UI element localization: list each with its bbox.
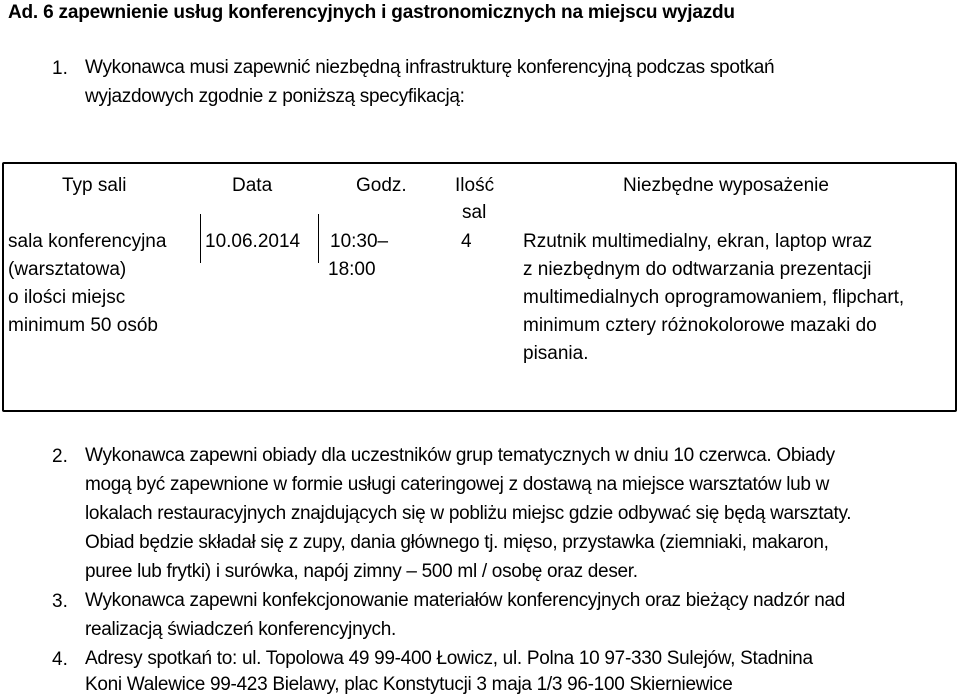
equipment-line-2: z niezbędnym do odtwarzania prezentacji xyxy=(523,259,872,280)
header-room-type: Typ sali xyxy=(62,175,127,196)
hours-value-line-1: 10:30– xyxy=(330,231,389,252)
item-1-line-2: wyjazdowych zgodnie z poniższą specyfikacją: xyxy=(85,86,465,107)
header-room-count-line-2: sal xyxy=(462,202,487,223)
item-1-line-1: Wykonawca musi zapewnić niezbędną infrastrukturę konferencyjną podczas spotkań xyxy=(85,57,775,78)
item-4-line-1: Adresy spotkań to: ul. Topolowa 49 99-400 Łowicz, ul. Polna 10 97-330 Sulejów, Stadnina xyxy=(85,648,813,669)
section-heading: Ad. 6 zapewnienie usług konferencyjnych i gastronomicznych na miejscu wyjazdu xyxy=(8,2,735,23)
room-type-line-1: sala konferencyjna xyxy=(8,231,167,252)
item-2-line-1: Wykonawca zapewni obiady dla uczestników grup tematycznych w dniu 10 czerwca. Obiady xyxy=(85,445,835,466)
item-4-number: 4. xyxy=(52,649,68,670)
date-value: 10.06.2014 xyxy=(205,231,301,252)
room-count-value: 4 xyxy=(461,231,472,252)
item-1-number: 1. xyxy=(52,58,68,79)
table-divider xyxy=(200,214,201,263)
item-4-line-2: Koni Walewice 99-423 Bielawy, plac Konstytucji 3 maja 1/3 96-100 Skierniewice xyxy=(85,674,733,695)
equipment-line-1: Rzutnik multimedialny, ekran, laptop wraz xyxy=(523,231,873,252)
equipment-line-4: minimum cztery różnokolorowe mazaki do xyxy=(523,315,877,336)
header-hours: Godz. xyxy=(356,175,407,196)
item-2-line-3: lokalach restauracyjnych znajdujących się w pobliżu miejsc gdzie odbywać się będą warsztaty. xyxy=(85,503,852,524)
header-room-count-line-1: Ilość xyxy=(455,175,495,196)
item-2-number: 2. xyxy=(52,446,68,467)
hours-value-line-2: 18:00 xyxy=(328,259,376,280)
table-divider xyxy=(318,214,319,263)
item-2-line-5: puree lub frytki) i surówka, napój zimny – 500 ml / osobę oraz deser. xyxy=(85,561,638,582)
item-3-line-2: realizacją świadczeń konferencyjnych. xyxy=(85,619,397,640)
header-date: Data xyxy=(232,175,273,196)
room-type-line-4: minimum 50 osób xyxy=(8,315,158,336)
item-2-line-4: Obiad będzie składał się z zupy, dania głównego tj. mięso, przystawka (ziemniaki, makaron, xyxy=(85,532,829,553)
header-equipment: Niezbędne wyposażenie xyxy=(623,175,829,196)
item-3-line-1: Wykonawca zapewni konfekcjonowanie materiałów konferencyjnych oraz bieżący nadzór nad xyxy=(85,590,846,611)
room-type-line-3: o ilości miejsc xyxy=(8,287,126,308)
equipment-line-5: pisania. xyxy=(523,343,589,364)
item-3-number: 3. xyxy=(52,591,68,612)
room-type-line-2: (warsztatowa) xyxy=(8,259,127,280)
equipment-line-3: multimedialnych oprogramowaniem, flipchart, xyxy=(523,287,905,308)
item-2-line-2: mogą być zapewnione w formie usługi cateringowej z dostawą na miejsce warsztatów lub w xyxy=(85,474,830,495)
